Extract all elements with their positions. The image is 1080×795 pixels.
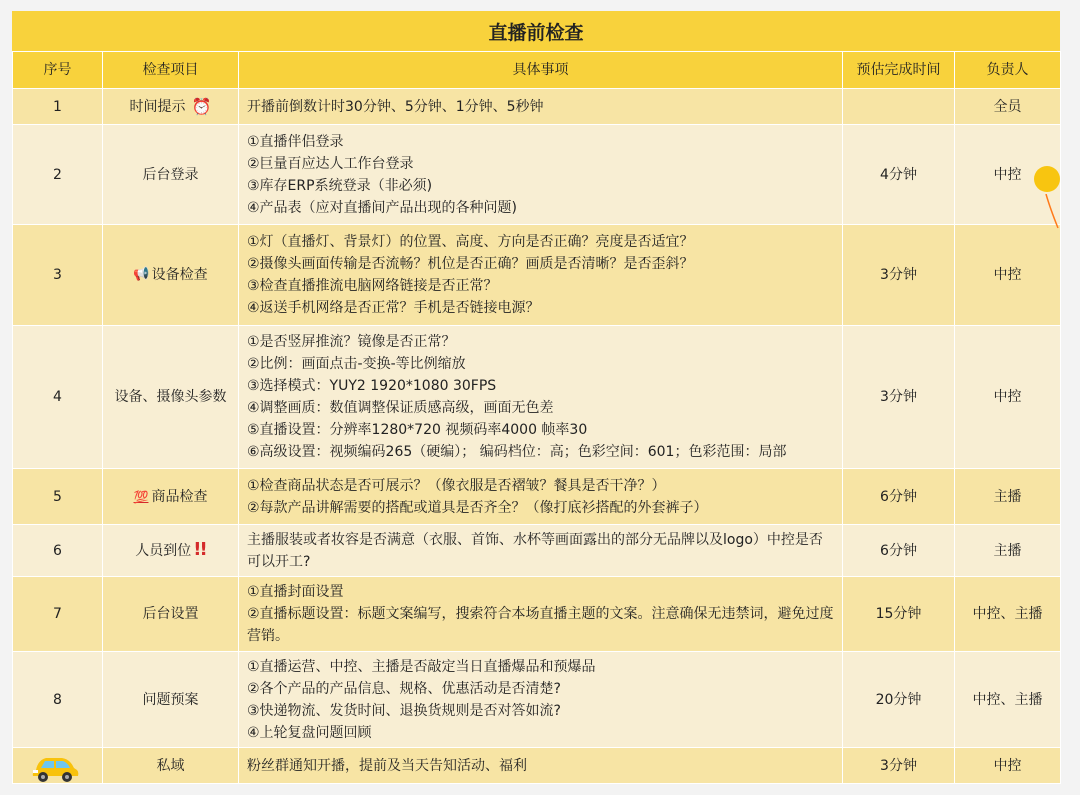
row-number: 2 (13, 125, 103, 225)
row-owner: 中控、主播 (955, 577, 1061, 652)
row-time: 15分钟 (843, 577, 955, 652)
row-time: 3分钟 (843, 748, 955, 784)
row-number: 4 (13, 326, 103, 469)
header-no: 序号 (13, 52, 103, 89)
row-item (103, 748, 239, 784)
detail-line: ④调整画质：数值调整保证质感高级，画面无色差 (247, 400, 554, 416)
alarm-clock-icon: ⏰ (191, 96, 212, 116)
detail-line: ④上轮复盘问题回顾 (247, 724, 372, 741)
detail-line: ②每款产品讲解需要的搭配或道具是否齐全？（像打底衫搭配的外套裤子） (247, 499, 708, 516)
row-item-label: 人员到位 (135, 543, 192, 559)
row-time: 4分钟 (843, 125, 955, 225)
detail-line: ①是否竖屏推流？镜像是否正常？ (247, 334, 456, 350)
table-row (13, 652, 1061, 748)
row-item-label: 后台登录 (142, 166, 199, 183)
row-time: 3分钟 (843, 225, 955, 326)
row-number: 5 (13, 469, 103, 525)
row-detail (239, 469, 843, 525)
detail-line: ③库存ERP系统登录（非必须) (247, 177, 433, 194)
megaphone-icon: 📢 (133, 267, 150, 282)
row-detail (239, 326, 843, 469)
car-icon (30, 750, 80, 784)
row-item (103, 225, 239, 326)
detail-line: 主播服装或者妆容是否满意（衣服、首饰、水杯等画面露出的部分无品牌以及logo）中控是否可以开工? (247, 531, 823, 570)
row-item-label: 问题预案 (142, 691, 199, 708)
row-owner: 中控 (955, 326, 1061, 469)
detail-line: 粉丝群通知开播，提前及当天告知活动、福利 (247, 757, 527, 774)
detail-line: ②各个产品的产品信息、规格、优惠活动是否清楚? (247, 680, 561, 697)
row-item (103, 125, 239, 225)
row-item (103, 577, 239, 652)
header-owner: 负责人 (955, 52, 1061, 89)
detail-line: ③检查直播推流电脑网络链接是否正常？ (247, 278, 498, 294)
row-item (103, 469, 239, 525)
table-row (13, 225, 1061, 326)
detail-line: ②比例：画面点击-变换-等比例缩放 (247, 356, 466, 372)
detail-line: ①灯（直播灯、背景灯）的位置、高度、方向是否正确？亮度是否适宜？ (247, 234, 694, 250)
detail-line: ④返送手机网络是否正常？手机是否链接电源？ (247, 300, 540, 316)
balloon-icon (1034, 166, 1060, 192)
row-number: 6 (13, 525, 103, 577)
row-owner: 全员 (955, 89, 1061, 125)
row-time: 6分钟 (843, 525, 955, 577)
row-item (103, 525, 239, 577)
header-row (13, 52, 1061, 89)
detail-line: ①直播封面设置 (247, 584, 344, 600)
row-item-label: 后台设置 (142, 606, 199, 622)
header-detail: 具体事项 (239, 52, 843, 89)
detail-line: ④产品表（应对直播间产品出现的各种问题) (247, 199, 518, 216)
table-row (13, 89, 1061, 125)
row-item (103, 89, 239, 125)
table-row (13, 125, 1061, 225)
row-item-label: 设备检查 (151, 267, 208, 283)
table-row (13, 748, 1061, 784)
balloon-string (1040, 194, 1060, 230)
row-time: 6分钟 (843, 469, 955, 525)
row-owner: 中控、主播 (955, 652, 1061, 748)
header-item: 检查项目 (103, 52, 239, 89)
row-time (843, 89, 955, 125)
row-time: 20分钟 (843, 652, 955, 748)
hundred-points-icon: 💯 (133, 489, 149, 504)
table-row (13, 525, 1061, 577)
row-item-label: 商品检查 (151, 488, 208, 505)
row-owner: 主播 (955, 525, 1061, 577)
row-detail (239, 125, 843, 225)
detail-line: 开播前倒数计时30分钟、5分钟、1分钟、5秒钟 (247, 98, 544, 115)
row-detail (239, 577, 843, 652)
header-time: 预估完成时间 (843, 52, 955, 89)
row-owner: 中控 (955, 125, 1061, 225)
row-time: 3分钟 (843, 326, 955, 469)
table-row (13, 469, 1061, 525)
detail-line: ①检查商品状态是否可展示？（像衣服是否褶皱？餐具是否干净？） (247, 477, 666, 494)
detail-line: ①直播运营、中控、主播是否敲定当日直播爆品和预爆品 (247, 658, 596, 675)
row-detail (239, 89, 843, 125)
row-owner: 主播 (955, 469, 1061, 525)
row-detail (239, 748, 843, 784)
detail-line: ②巨量百应达人工作台登录 (247, 155, 414, 172)
detail-line: ②摄像头画面传输是否流畅？机位是否正确？画质是否清晰？是否歪斜？ (247, 256, 694, 272)
row-detail (239, 525, 843, 577)
table-row (13, 326, 1061, 469)
checklist-sheet (12, 11, 1060, 784)
row-item-label: 时间提示 (129, 98, 186, 115)
row-item (103, 652, 239, 748)
checklist-table (12, 51, 1061, 784)
row-detail (239, 225, 843, 326)
table-row (13, 577, 1061, 652)
row-number: 7 (13, 577, 103, 652)
row-number: 8 (13, 652, 103, 748)
detail-line: ③选择模式：YUY2 1920*1080 30FPS (247, 378, 497, 394)
detail-line: ①直播伴侣登录 (247, 133, 344, 150)
row-number: 1 (13, 89, 103, 125)
row-detail (239, 652, 843, 748)
row-owner: 中控 (955, 225, 1061, 326)
row-number: 3 (13, 225, 103, 326)
sheet-title: 直播前检查 (12, 11, 1060, 51)
row-item-label: 设备、摄像头参数 (114, 389, 227, 405)
detail-line: ③快递物流、发货时间、退换货规则是否对答如流? (247, 702, 561, 719)
row-item-label: 私域 (156, 757, 185, 774)
row-owner: 中控 (955, 748, 1061, 784)
detail-line: ②直播标题设置：标题文案编写，搜索符合本场直播主题的文案。注意确保无违禁词，避免过度营销。 (247, 606, 834, 644)
detail-line: ⑥高级设置：视频编码265（硬编）； 编码档位：高；色彩空间：601；色彩范围：局部 (247, 444, 787, 460)
detail-line: ⑤直播设置：分辨率1280*720 视频码率4000 帧率30 (247, 422, 588, 438)
double-exclamation-icon: !! (193, 539, 206, 560)
row-item (103, 326, 239, 469)
